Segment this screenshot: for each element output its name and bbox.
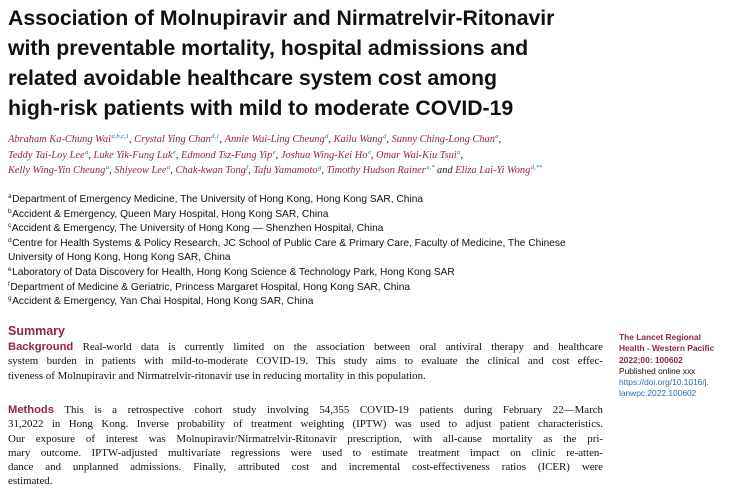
title-line: Association of Molnupiravir and Nirmatrelvir-Ritonavir [8,6,555,30]
affiliation-marker: c [8,222,12,230]
methods-line: 31,2022 in Hong Kong. Inverse probability of treatment weighting (IPTW) was used to adjust patient characteristics. [8,418,603,431]
doi-link[interactable]: lanwpc.2022.100602 [619,388,697,399]
author-name: Annie Wai-Ling Cheung [224,134,325,145]
methods-line: mary outcome. IPTW-adjusted multivariate regressions were used to estimate treatment impact on clinic re-atten- [8,446,603,459]
author-line: Kelly Wing-Yin Cheung$^a$, Shiyeow Lee$^a$, Chak-kwan Tong$^f$, Tafu Yamamoto$^g$, Timothy Hudson Rainer$^{a,*}$ and Eliza Lai-Yi Wong$^{d,**}$ [8,164,543,176]
author-name: Kelly Wing-Yin Cheung [8,165,106,176]
affiliation-text: University of Hong Kong, Hong Kong SAR, China [8,252,231,264]
author-name: Kailu Wang [333,134,383,145]
affiliation-text: Department of Emergency Medicine, The University of Hong Kong, Hong Kong SAR, China [12,194,424,205]
affiliation-marker: b [8,207,12,215]
author-affiliation-marker[interactable]: d [325,133,329,140]
affiliation-marker: a [8,193,12,200]
methods-line: Our exposure of interest was Molnupiravir/Nirmatrelvir-Ritonavir prescription, with all-cause mortality as the pri- [8,432,603,445]
author-name: Eliza Lai-Yi Wong [455,165,531,176]
journal-volume: 2022;00: 100602 [619,354,683,365]
title-line: high-risk patients with mild to moderate COVID-19 [8,96,514,120]
published-online: Published online xxx [619,365,696,376]
affiliation [8,193,628,208]
author-affiliation-marker[interactable]: a,b,c,1 [111,133,129,140]
methods-section [8,403,603,489]
author-name: Timothy Hudson Rainer [326,165,426,176]
author-name: Luke Yik-Fung Luk [93,149,173,161]
affiliation-text: Laboratory of Data Discovery for Health, Hong Kong Science & Technology Park, Hong Kong SAR [12,266,455,278]
affiliation-text: Department of Medicine & Geriatric, Princess Margaret Hospital, Hong Kong SAR, China [10,281,411,293]
background-label: Background [8,341,74,353]
author-name: Teddy Tai-Loy Lee [8,149,85,161]
author-name: Tafu Yamamoto [253,165,318,176]
author-name: Chak-kwan Tong [175,165,246,176]
author-affiliation-marker[interactable]: e [272,148,276,156]
author-affiliation-marker[interactable]: a,* [426,164,435,171]
methods-label: Methods [8,404,54,416]
title-line: related avoidable healthcare system cost among [8,66,497,90]
doi-link[interactable]: https://doi.org/10.1016/j. [619,377,709,388]
affiliation-text: Centre for Health Systems & Policy Research, JC School of Public Care & Primary Care, Faculty of Medicine, The Chinese [12,237,566,249]
author-affiliation-marker[interactable]: a [85,148,89,156]
affiliation [8,237,628,252]
article-title [8,3,608,123]
journal-name-line: The Lancet Regional [619,332,701,342]
affiliation-continued [8,251,628,266]
author-affiliation-marker[interactable]: e [367,148,371,156]
affiliation-list [8,193,628,310]
author-line: Teddy Tai-Loy Lee$^a$, Luke Yik-Fung Luk$^e$, Edmond Tsz-Fung Yip$^e$, Joshua Wing-Kei Ho$^e$, Omar Wai-Kiu Tsui$^a$, [8,148,464,161]
affiliation-marker: e [8,265,12,273]
affiliation-text: Accident & Emergency, The University of Hong Kong — Shenzhen Hospital, China [11,223,384,235]
methods-line: dance and unplanned admissions. Finally, attributed cost and incremental cost-effectiveness ratios (ICER) were [8,461,603,474]
affiliation [8,208,628,223]
author-affiliation-marker[interactable]: a [167,164,171,171]
author-affiliation-marker[interactable]: d,** [530,164,543,171]
affiliation [8,266,628,281]
author-name: Omar Wai-Kiu Tsui [376,149,457,161]
methods-text: This is a retrospective cohort study involving 54,355 COVID-19 patients during February 22—March [64,404,603,416]
author-line: Abraham Ka-Chung Wai$^{a,b,c,1}$, Crystal Ying Chan$^{d,1}$, Annie Wai-Ling Cheung$^d$, Kailu Wang$^d$, Sunny Ching-Long Chan$^a$, [8,133,502,145]
background-line [8,340,603,354]
affiliation-marker: f [8,280,10,288]
journal-sidebar [619,332,737,400]
author-name: Shiyeow Lee [114,165,167,176]
author-list [8,132,628,179]
author-affiliation-marker[interactable]: g [318,164,322,171]
background-line: tiveness of Molnupiravir and Nirmatrelvir-ritonavir use in reducing mortality in this population. [8,369,426,382]
background-section [8,340,603,383]
affiliation-marker: d [8,236,12,244]
author-name: Sunny Ching-Long Chan [391,134,495,145]
author-name: Joshua Wing-Kei Ho [280,149,368,161]
author-affiliation-marker[interactable]: d,1 [211,133,220,140]
background-text: Real-world data is currently limited on the association between oral antiviral therapy and healthcare [82,341,603,353]
author-affiliation-marker[interactable]: d [383,133,387,140]
author-affiliation-marker[interactable]: a [495,133,499,140]
methods-line: estimated. [8,475,53,488]
author-affiliation-marker[interactable]: e [172,148,176,156]
affiliation-text: Accident & Emergency, Queen Mary Hospital, Hong Kong SAR, China [12,208,329,220]
affiliation [8,222,628,237]
author-name: Abraham Ka-Chung Wai [8,134,111,145]
summary-heading: Summary [8,324,65,338]
author-affiliation-marker[interactable]: a [457,148,461,156]
affiliation-text: Accident & Emergency, Yan Chai Hospital, Hong Kong SAR, China [12,296,314,308]
author-conjunction: and [437,165,453,176]
author-affiliation-marker[interactable]: f [246,164,249,171]
journal-name-line: Health - Western Pacific [619,343,715,354]
background-line: system burden in patients with mild-to-moderate COVID-19. This study aims to evaluate the clinical and cost effec- [8,355,603,368]
affiliation-marker: g [8,295,12,303]
methods-line [8,403,603,417]
affiliation [8,295,628,310]
author-name: Edmond Tsz-Fung Yip [181,149,273,161]
title-line: with preventable mortality, hospital admissions and [8,36,529,60]
author-affiliation-marker[interactable]: a [105,164,110,171]
affiliation [8,281,628,296]
author-name: Crystal Ying Chan [134,134,211,145]
